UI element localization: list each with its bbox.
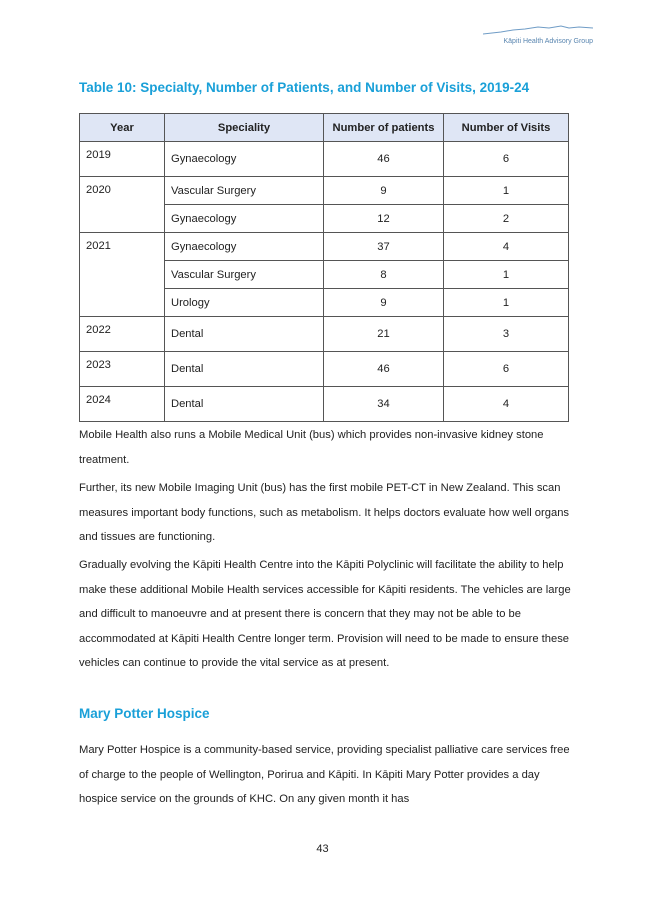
visits-cell: 1 xyxy=(444,289,569,317)
speciality-cell: Gynaecology xyxy=(165,142,324,177)
mountain-line-icon xyxy=(483,24,593,36)
speciality-cell: Dental xyxy=(165,352,324,387)
visits-cell: 3 xyxy=(444,317,569,352)
year-cell: 2019 xyxy=(80,142,165,177)
section-heading: Mary Potter Hospice xyxy=(79,706,210,721)
patients-cell: 9 xyxy=(324,177,444,205)
speciality-cell: Gynaecology xyxy=(165,233,324,261)
table-row xyxy=(80,352,569,387)
table-header-row xyxy=(80,114,569,142)
org-name: Kāpiti Health Advisory Group xyxy=(503,38,593,45)
table-row xyxy=(80,317,569,352)
specialty-table xyxy=(79,113,569,422)
year-cell: 2024 xyxy=(80,387,165,422)
patients-cell: 34 xyxy=(324,387,444,422)
year-cell: 2023 xyxy=(80,352,165,387)
col-header-patients: Number of patients xyxy=(324,114,444,142)
table-row xyxy=(80,387,569,422)
visits-cell: 6 xyxy=(444,352,569,387)
patients-cell: 8 xyxy=(324,261,444,289)
table-row xyxy=(80,142,569,177)
table-row xyxy=(80,177,569,205)
visits-cell: 2 xyxy=(444,205,569,233)
paragraph-polyclinic: Gradually evolving the Kāpiti Health Centre into the Kāpiti Polyclinic will facilitate the ability to help make these additional Mobile Health services accessible for Kāpiti residents. The vehicles are large and difficult to manoeuvre and at present there is concern that they may not be able to be accommodated at Kāpiti Health Centre longer term. Provision will need to be made to ensure these vehicles can continue to provide the vital service as at present. xyxy=(79,559,571,669)
table-title: Table 10: Specialty, Number of Patients, and Number of Visits, 2019-24 xyxy=(79,80,530,95)
patients-cell: 21 xyxy=(324,317,444,352)
speciality-cell: Urology xyxy=(165,289,324,317)
year-cell: 2020 xyxy=(80,177,165,233)
col-header-speciality: Speciality xyxy=(165,114,324,142)
table-row xyxy=(80,233,569,261)
col-header-year: Year xyxy=(80,114,165,142)
speciality-cell: Gynaecology xyxy=(165,205,324,233)
speciality-cell: Vascular Surgery xyxy=(165,177,324,205)
patients-cell: 46 xyxy=(324,142,444,177)
paragraph-mary-potter: Mary Potter Hospice is a community-based service, providing specialist palliative care services free of charge to the people of Wellington, Porirua and Kāpiti. In Kāpiti Mary Potter provides a day hospice service on the grounds of KHC. On any given month it has xyxy=(79,744,570,805)
org-logo xyxy=(473,24,593,45)
speciality-cell: Vascular Surgery xyxy=(165,261,324,289)
patients-cell: 9 xyxy=(324,289,444,317)
visits-cell: 1 xyxy=(444,261,569,289)
col-header-visits: Number of Visits xyxy=(444,114,569,142)
patients-cell: 37 xyxy=(324,233,444,261)
page-number: 43 xyxy=(316,843,329,855)
visits-cell: 4 xyxy=(444,233,569,261)
visits-cell: 6 xyxy=(444,142,569,177)
paragraph-mobile-medical-unit: Mobile Health also runs a Mobile Medical Unit (bus) which provides non-invasive kidney stone treatment. xyxy=(79,429,544,466)
paragraph-mobile-imaging-unit: Further, its new Mobile Imaging Unit (bus) has the first mobile PET-CT in New Zealand. This scan measures important body functions, such as metabolism. It helps doctors evaluate how well organs and tissues are functioning. xyxy=(79,482,570,543)
visits-cell: 4 xyxy=(444,387,569,422)
year-cell: 2022 xyxy=(80,317,165,352)
speciality-cell: Dental xyxy=(165,317,324,352)
year-cell: 2021 xyxy=(80,233,165,317)
patients-cell: 46 xyxy=(324,352,444,387)
visits-cell: 1 xyxy=(444,177,569,205)
speciality-cell: Dental xyxy=(165,387,324,422)
patients-cell: 12 xyxy=(324,205,444,233)
